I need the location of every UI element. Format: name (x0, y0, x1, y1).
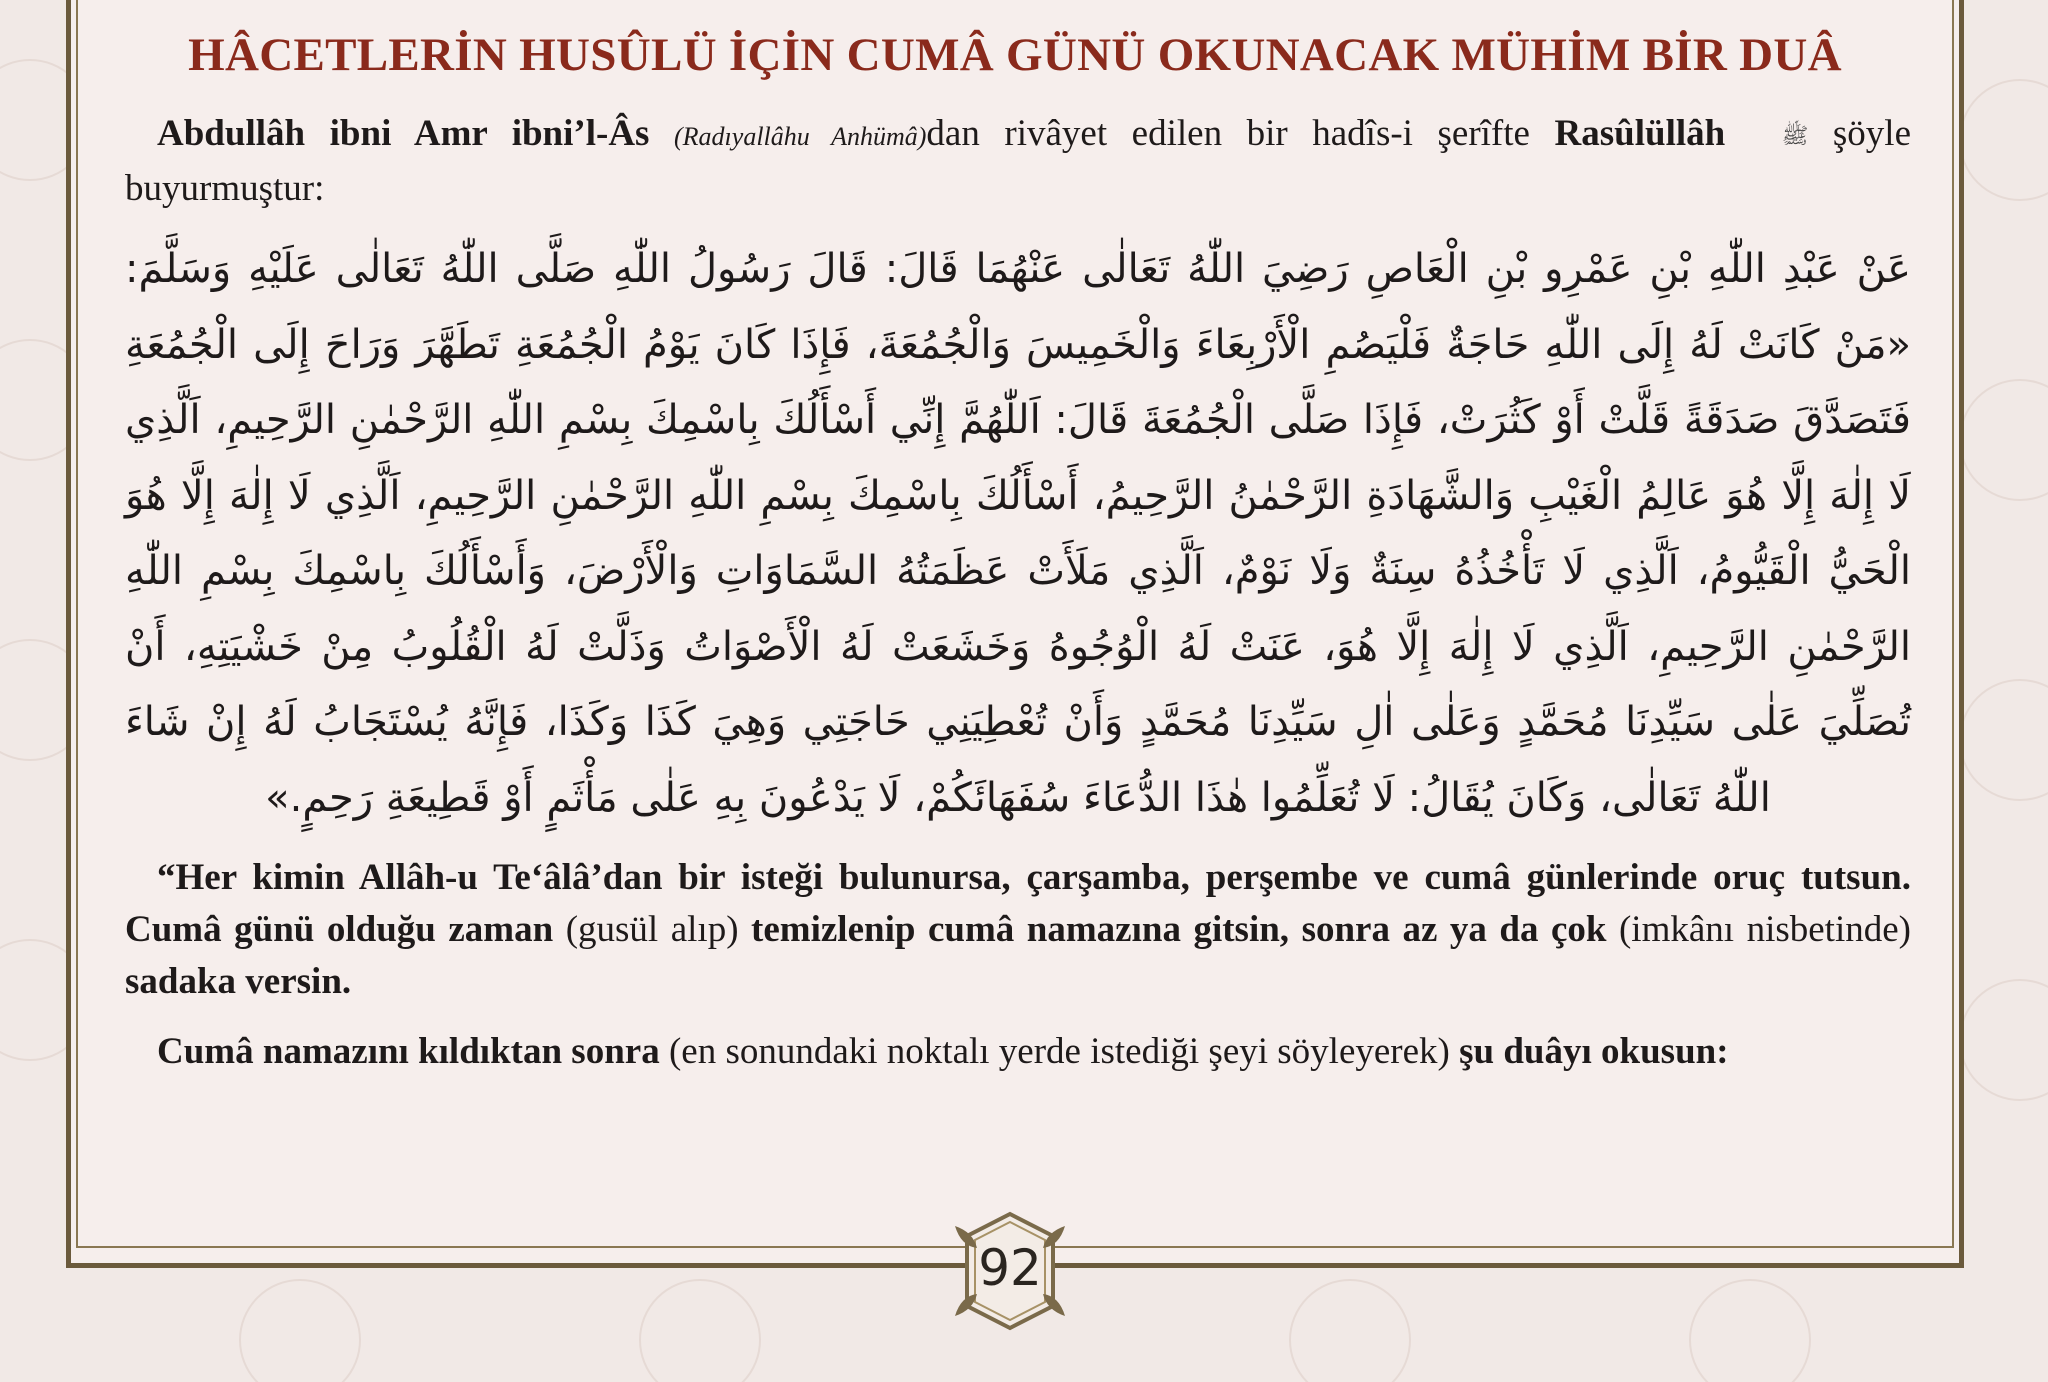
instruction-bold-1: Cumâ namazını kıldıktan sonra (157, 1031, 660, 1072)
page-number: 92 (978, 1239, 1042, 1297)
meaning-normal-2: (imkânı nisbetinde) (1606, 909, 1911, 950)
meaning-bold-3: sadaka versin. (125, 961, 352, 1002)
intro-paragraph (125, 108, 1911, 215)
arabic-hadith-text: عَنْ عَبْدِ اللّٰهِ بْنِ عَمْرِو بْنِ الْعَاصِ رَضِيَ اللّٰهُ تَعَالٰى عَنْهُمَا قَالَ: قَالَ رَسُولُ اللّٰهِ صَلَّى اللّٰهُ تَعَالٰى عَلَيْهِ وَسَلَّمَ: «مَنْ كَانَتْ لَهُ إِلَى اللّٰهِ حَاجَةٌ فَلْيَصُمِ الْأَرْبِعَاءَ وَالْخَمِيسَ وَالْجُمُعَةَ، فَإِذَا كَانَ يَوْمُ الْجُمُعَةِ تَطَهَّرَ وَرَاحَ إِلَى الْجُمُعَةِ فَتَصَدَّقَ صَدَقَةً قَلَّتْ أَوْ كَثُرَتْ، فَإِذَا صَلَّى الْجُمُعَةَ قَالَ: اَللّٰهُمَّ إِنِّي أَسْأَلُكَ بِاسْمِكَ بِسْمِ اللّٰهِ الرَّحْمٰنِ الرَّحِيمِ، اَلَّذِي لَا إِلٰهَ إِلَّا هُوَ عَالِمُ الْغَيْبِ وَالشَّهَادَةِ الرَّحْمٰنُ الرَّحِيمُ، أَسْأَلُكَ بِاسْمِكَ بِسْمِ اللّٰهِ الرَّحْمٰنِ الرَّحِيمِ، اَلَّذِي لَا إِلٰهَ إِلَّا هُوَ الْحَيُّ الْقَيُّومُ، اَلَّذِي لَا تَأْخُذُهُ سِنَةٌ وَلَا نَوْمٌ، اَلَّذِي مَلَأَتْ عَظَمَتُهُ السَّمَاوَاتِ وَالْأَرْضَ، وَأَسْأَلُكَ بِاسْمِكَ بِسْمِ اللّٰهِ الرَّحْمٰنِ الرَّحِيمِ، اَلَّذِي لَا إِلٰهَ إِلَّا هُوَ، عَنَتْ لَهُ الْوُجُوهُ وَخَشَعَتْ لَهُ الْأَصْوَاتُ وَذَلَّتْ لَهُ الْقُلُوبُ مِنْ خَشْيَتِهِ، أَنْ تُصَلِّيَ عَلٰى سَيِّدِنَا مُحَمَّدٍ وَعَلٰى اٰلِ سَيِّدِنَا مُحَمَّدٍ وَأَنْ تُعْطِيَنِي حَاجَتِي وَهِيَ كَذَا وَكَذَا، فَإِنَّهُ يُسْتَجَابُ لَهُ إِنْ شَاءَ اللّٰهُ تَعَالٰى، وَكَانَ يُقَالُ: لَا تُعَلِّمُوا هٰذَا الدُّعَاءَ سُفَهَائَكُمْ، لَا يَدْعُونَ بِهِ عَلٰى مَأْثَمٍ أَوْ قَطِيعَةِ رَحِمٍ.» (125, 246, 1911, 821)
page-title: HÂCETLERİN HUSÛLÜ İÇİN CUMÂ GÜNÜ OKUNACAK MÜHİM BİR DUÂ (188, 29, 1842, 81)
prophet-name: Rasûlüllâh (1554, 113, 1726, 154)
instruction-paragraph (125, 1026, 1911, 1078)
meaning-bold-2: temizlenip cumâ namazına gitsin, sonra az ya da çok (751, 909, 1607, 950)
narrator-honorific: (Radıyallâhu Anhümâ) (674, 122, 927, 151)
meaning-normal-1: (gusül alıp) (553, 909, 752, 950)
intro-text-1: dan rivâyet edilen bir hadîs-i şerîfte (926, 113, 1555, 154)
meaning-bold-1: “Her kimin Allâh-u Te‘âlâ’dan bir isteği bulunursa, çarşamba, perşembe ve cumâ günlerinde oruç tutsun. Cumâ günü olduğu zaman (125, 857, 1911, 950)
instruction-bold-2: şu duâyı okusun: (1459, 1031, 1729, 1072)
meaning-paragraph (125, 852, 1911, 1008)
narrator-name: Abdullâh ibni Amr ibni’l-Âs (157, 113, 650, 154)
instruction-normal-1: (en sonundaki noktalı yerde istediği şeyi söyleyerek) (659, 1031, 1460, 1072)
intro-text-2: şöyle buyurmuştur: (125, 113, 1911, 209)
salawat-glyph: ﷺ (1781, 123, 1809, 149)
